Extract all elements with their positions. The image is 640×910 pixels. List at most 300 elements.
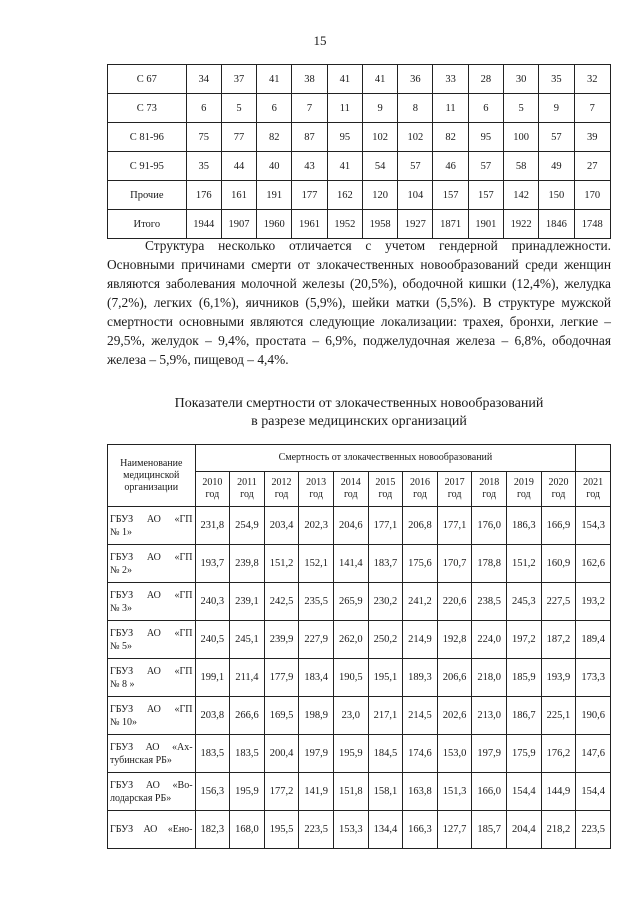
table-cell: 223,5	[576, 811, 611, 849]
page-number: 15	[313, 33, 327, 48]
table-cell: 30	[504, 65, 539, 94]
table-cell: 197,2	[507, 621, 542, 659]
table-cell: 1907	[221, 210, 256, 239]
year-unit: год	[516, 489, 531, 500]
table-cell: 6	[468, 94, 503, 123]
year-header	[472, 472, 507, 507]
organization-part: АО	[146, 665, 161, 677]
table-cell: 57	[468, 152, 503, 181]
table-cell: 190,5	[333, 659, 368, 697]
table-cell: 189,4	[576, 621, 611, 659]
table-cell: 187,2	[541, 621, 576, 659]
table-cell: 1871	[433, 210, 468, 239]
year-unit: год	[343, 489, 358, 500]
organization-line-1	[110, 823, 193, 836]
table-cell: 262,0	[333, 621, 368, 659]
year-value: 2017	[444, 477, 465, 488]
table-cell: 27	[574, 152, 610, 181]
year-value: 2010	[202, 477, 223, 488]
year-value: 2016	[409, 477, 430, 488]
year-unit: год	[551, 489, 566, 500]
table-cell: 203,8	[195, 697, 230, 735]
table-cell: 170,7	[437, 545, 472, 583]
organization-name	[108, 583, 196, 621]
year-unit: год	[205, 489, 220, 500]
table-cell: 8	[398, 94, 433, 123]
year-header	[195, 472, 230, 507]
organization-line-2: № 2»	[110, 564, 133, 576]
organization-part: ГБУЗ	[110, 703, 134, 715]
table-cell: 82	[257, 123, 292, 152]
table-cell: 5	[504, 94, 539, 123]
year-value: 2020	[548, 477, 569, 488]
table-cell: 177,9	[264, 659, 299, 697]
table-cell: 154,3	[576, 507, 611, 545]
table-cell: 166,0	[472, 773, 507, 811]
table-cell: 186,3	[507, 507, 542, 545]
table-cell: 185,7	[472, 811, 507, 849]
organization-part: ГБУЗ	[110, 589, 134, 601]
organization-name	[108, 697, 196, 735]
year-unit: год	[274, 489, 289, 500]
table-cell: 192,8	[437, 621, 472, 659]
table-cell: 87	[292, 123, 327, 152]
organization-line-1	[110, 665, 193, 678]
table-cell: 239,8	[230, 545, 265, 583]
row-label: Итого	[108, 210, 187, 239]
table-cell: 147,6	[576, 735, 611, 773]
organization-line-1	[110, 703, 193, 716]
table-cell: 54	[362, 152, 397, 181]
table-cell: 1846	[539, 210, 574, 239]
year-value: 2019	[513, 477, 534, 488]
header-spacer	[576, 445, 611, 472]
organization-line-2: № 3»	[110, 602, 133, 614]
table-cell: 177,1	[437, 507, 472, 545]
table-cell: 218,0	[472, 659, 507, 697]
organization-name	[108, 659, 196, 697]
table-cell: 9	[539, 94, 574, 123]
table-cell: 158,1	[368, 773, 403, 811]
table-cell: 206,8	[403, 507, 438, 545]
organization-line-1	[110, 513, 193, 526]
table-row	[108, 123, 611, 152]
table-cell: 178,8	[472, 545, 507, 583]
table-cell: 1952	[327, 210, 362, 239]
table-cell: 41	[327, 152, 362, 181]
year-header	[299, 472, 334, 507]
year-unit: год	[586, 489, 600, 500]
year-unit: год	[413, 489, 427, 500]
table-cell: 177,2	[264, 773, 299, 811]
table-cell: 5	[221, 94, 256, 123]
table-cell: 41	[362, 65, 397, 94]
row-label: С 67	[108, 65, 187, 94]
organization-name	[108, 735, 196, 773]
table-cell: 23,0	[333, 697, 368, 735]
table-cell: 193,7	[195, 545, 230, 583]
table-cell: 199,1	[195, 659, 230, 697]
table-cell: 250,2	[368, 621, 403, 659]
table-cell: 153,0	[437, 735, 472, 773]
table-cell: 127,7	[437, 811, 472, 849]
table-cell: 75	[186, 123, 221, 152]
table-cell: 1958	[362, 210, 397, 239]
organization-part: ГБУЗ	[110, 627, 134, 639]
header-organization: Наименование медицинской организации	[108, 445, 196, 507]
table-cell: 120	[362, 181, 397, 210]
table-row	[108, 659, 611, 697]
organization-part: «Во-	[172, 779, 193, 791]
organization-line-2: тубинская РБ»	[110, 754, 172, 766]
organization-name	[108, 507, 196, 545]
table-cell: 166,3	[403, 811, 438, 849]
year-value: 2012	[271, 477, 292, 488]
table-cell: 214,5	[403, 697, 438, 735]
table-cell: 151,2	[507, 545, 542, 583]
organization-line-1	[110, 779, 193, 792]
table-cell: 211,4	[230, 659, 265, 697]
table-cell: 240,3	[195, 583, 230, 621]
table-cell: 227,9	[299, 621, 334, 659]
table-cell: 227,5	[541, 583, 576, 621]
table-cell: 238,5	[472, 583, 507, 621]
table-cell: 46	[433, 152, 468, 181]
table-cell: 157	[433, 181, 468, 210]
year-value: 2014	[340, 477, 361, 488]
table-cell: 102	[398, 123, 433, 152]
table-cell: 7	[574, 94, 610, 123]
table-cell: 174,6	[403, 735, 438, 773]
organization-part: «Ах-	[171, 741, 193, 753]
organization-line-2: № 10»	[110, 716, 138, 728]
table-cell: 193,9	[541, 659, 576, 697]
table-cell: 1748	[574, 210, 610, 239]
organization-part: АО	[143, 824, 158, 835]
table-cell: 265,9	[333, 583, 368, 621]
row-label: С 73	[108, 94, 187, 123]
year-header	[437, 472, 472, 507]
table-row	[108, 152, 611, 181]
table-cell: 204,4	[507, 811, 542, 849]
table-cell: 6	[257, 94, 292, 123]
year-unit: год	[447, 489, 462, 500]
table-cell: 144,9	[541, 773, 576, 811]
table-cell: 57	[539, 123, 574, 152]
table-cell: 235,5	[299, 583, 334, 621]
organization-part: АО	[146, 703, 161, 715]
organization-line-2: лодарская РБ»	[110, 792, 172, 804]
table-cell: 176,2	[541, 735, 576, 773]
table-cell: 6	[186, 94, 221, 123]
year-unit: год	[240, 489, 254, 500]
table-cell: 185,9	[507, 659, 542, 697]
table-cell: 1922	[504, 210, 539, 239]
table-cell: 35	[186, 152, 221, 181]
year-header	[368, 472, 403, 507]
table-cell: 39	[574, 123, 610, 152]
table-cell: 254,9	[230, 507, 265, 545]
organization-part: АО	[145, 779, 160, 791]
year-header	[333, 472, 368, 507]
header-mortality-group: Смертность от злокачественных новообразований	[195, 445, 576, 472]
organization-part: АО	[146, 513, 161, 525]
table-cell: 7	[292, 94, 327, 123]
table-cell: 175,6	[403, 545, 438, 583]
organization-part: «ГП	[174, 627, 193, 639]
year-header	[230, 472, 265, 507]
gender-structure-paragraph: Структура несколько отличается с учетом гендерной принадлежности. Основными причинами смерти от злокачественных новообразований среди женщин являются заболевания молочной железы (20,5%), ободочной кишки (12,4%), желудка (7,2%), легких (6,1%), яичников (5,9%), шейки матки (5,5%). В структуре мужской смертности основными являются следующие локализации: трахея, бронхи, легкие – 29,5%, желудок – 9,4%, простата – 6,9%, поджелудочная железа – 6,8%, ободочная железа – 5,9%, пищевод – 4,4%.	[107, 238, 611, 367]
table-cell: 242,5	[264, 583, 299, 621]
table-cell: 82	[433, 123, 468, 152]
table-cell: 206,6	[437, 659, 472, 697]
year-unit: год	[309, 489, 323, 500]
table-cell: 183,4	[299, 659, 334, 697]
year-header	[541, 472, 576, 507]
table-cell: 11	[327, 94, 362, 123]
table-cell: 152,1	[299, 545, 334, 583]
table-cell: 161	[221, 181, 256, 210]
table-cell: 266,6	[230, 697, 265, 735]
table-cell: 153,3	[333, 811, 368, 849]
organization-part: АО	[146, 551, 161, 563]
table-cell: 195,9	[333, 735, 368, 773]
table-cell: 223,5	[299, 811, 334, 849]
year-value: 2015	[375, 477, 396, 488]
table-cell: 33	[433, 65, 468, 94]
row-label: С 81-96	[108, 123, 187, 152]
table-cell: 202,6	[437, 697, 472, 735]
table-row	[108, 621, 611, 659]
table-cell: 154,4	[576, 773, 611, 811]
table-cell: 173,3	[576, 659, 611, 697]
organization-part: ГБУЗ	[110, 665, 134, 677]
organization-part: «ГП	[174, 703, 193, 715]
table-cell: 183,7	[368, 545, 403, 583]
table-cell: 214,9	[403, 621, 438, 659]
table-cell: 176	[186, 181, 221, 210]
table-cell: 175,9	[507, 735, 542, 773]
year-value: 2021	[583, 477, 604, 488]
table-cell: 166,9	[541, 507, 576, 545]
table-cell: 41	[327, 65, 362, 94]
table-cell: 151,8	[333, 773, 368, 811]
table-cell: 150	[539, 181, 574, 210]
table-cell: 198,9	[299, 697, 334, 735]
table-cell: 1960	[257, 210, 292, 239]
table-row	[108, 735, 611, 773]
table-cell: 220,6	[437, 583, 472, 621]
table-cell: 162,6	[576, 545, 611, 583]
caption-line-1: Показатели смертности от злокачественных новообразований	[174, 396, 544, 411]
table-cell: 100	[504, 123, 539, 152]
table-cell: 195,1	[368, 659, 403, 697]
table-cell: 162	[327, 181, 362, 210]
year-header	[403, 472, 438, 507]
table-cell: 183,5	[195, 735, 230, 773]
table-row	[108, 583, 611, 621]
table-cell: 141,9	[299, 773, 334, 811]
table-cell: 151,2	[264, 545, 299, 583]
table-cell: 32	[574, 65, 610, 94]
table-cell: 191	[257, 181, 292, 210]
table-cell: 184,5	[368, 735, 403, 773]
table-cell: 102	[362, 123, 397, 152]
table-row	[108, 65, 611, 94]
table-cell: 240,5	[195, 621, 230, 659]
organization-part: АО	[146, 627, 161, 639]
table-cell: 36	[398, 65, 433, 94]
table-cell: 195,5	[264, 811, 299, 849]
table-cell: 95	[327, 123, 362, 152]
table-cell: 204,6	[333, 507, 368, 545]
table-cell: 177	[292, 181, 327, 210]
table-cell: 225,1	[541, 697, 576, 735]
year-unit: год	[482, 489, 497, 500]
year-header	[507, 472, 542, 507]
table-cell: 141,4	[333, 545, 368, 583]
table-cell: 77	[221, 123, 256, 152]
table-cell: 182,3	[195, 811, 230, 849]
organization-name	[108, 811, 196, 849]
table-cell: 142	[504, 181, 539, 210]
table-cell: 190,6	[576, 697, 611, 735]
organization-part: ГБУЗ	[110, 513, 134, 525]
table-caption	[107, 395, 611, 431]
table-cell: 169,5	[264, 697, 299, 735]
organization-part: «ГП	[174, 665, 193, 677]
table-cell: 170	[574, 181, 610, 210]
table-cell: 44	[221, 152, 256, 181]
table-cell: 41	[257, 65, 292, 94]
table-cell: 35	[539, 65, 574, 94]
table-cell: 154,4	[507, 773, 542, 811]
table-cell: 58	[504, 152, 539, 181]
table-cell: 163,8	[403, 773, 438, 811]
table-cell: 189,3	[403, 659, 438, 697]
organization-name	[108, 621, 196, 659]
organization-part: ГБУЗ	[110, 741, 134, 753]
table-cell: 217,1	[368, 697, 403, 735]
table-cell: 134,4	[368, 811, 403, 849]
table-cell: 1961	[292, 210, 327, 239]
table-cell: 245,3	[507, 583, 542, 621]
table-mortality-by-organization	[107, 444, 611, 849]
table-cell: 213,0	[472, 697, 507, 735]
table-row	[108, 181, 611, 210]
table-cell: 241,2	[403, 583, 438, 621]
year-header	[264, 472, 299, 507]
year-unit: год	[378, 489, 393, 500]
organization-line-1	[110, 627, 193, 640]
table-row	[108, 811, 611, 849]
table-cell: 203,4	[264, 507, 299, 545]
table-cell: 156,3	[195, 773, 230, 811]
table-row	[108, 94, 611, 123]
table-cell: 183,5	[230, 735, 265, 773]
year-value: 2013	[306, 477, 327, 488]
table-row	[108, 697, 611, 735]
organization-part: «Ено-	[167, 824, 193, 835]
table-cell: 230,2	[368, 583, 403, 621]
organization-line-1	[110, 741, 193, 754]
table-cell: 239,1	[230, 583, 265, 621]
table-cell: 11	[433, 94, 468, 123]
organization-line-2: № 1»	[110, 526, 133, 538]
table-cell: 218,2	[541, 811, 576, 849]
year-header	[576, 472, 611, 507]
organization-line-1	[110, 551, 193, 564]
caption-line-2: в разрезе медицинских организаций	[251, 414, 467, 429]
table-cell: 151,3	[437, 773, 472, 811]
organization-part: «ГП	[174, 551, 193, 563]
table-cell: 195,9	[230, 773, 265, 811]
organization-line-2: № 8 »	[110, 678, 135, 690]
table-cell: 40	[257, 152, 292, 181]
organization-part: АО	[145, 741, 160, 753]
organization-line-1	[110, 589, 193, 602]
table-cell: 1944	[186, 210, 221, 239]
table-cell: 37	[221, 65, 256, 94]
table-cell: 176,0	[472, 507, 507, 545]
table-cell: 197,9	[299, 735, 334, 773]
table-cell: 202,3	[299, 507, 334, 545]
table-mortality-by-site	[107, 64, 611, 239]
table-cell: 43	[292, 152, 327, 181]
table-cell: 28	[468, 65, 503, 94]
organization-part: ГБУЗ	[110, 824, 134, 835]
table-row	[108, 545, 611, 583]
table-cell: 1901	[468, 210, 503, 239]
table-cell: 186,7	[507, 697, 542, 735]
table-cell: 160,9	[541, 545, 576, 583]
year-value: 2018	[479, 477, 500, 488]
table-cell: 245,1	[230, 621, 265, 659]
table-cell: 177,1	[368, 507, 403, 545]
row-label: С 91-95	[108, 152, 187, 181]
table-cell: 49	[539, 152, 574, 181]
row-label: Прочие	[108, 181, 187, 210]
table-cell: 224,0	[472, 621, 507, 659]
table-cell: 239,9	[264, 621, 299, 659]
table-cell: 200,4	[264, 735, 299, 773]
table-cell: 157	[468, 181, 503, 210]
organization-part: «ГП	[174, 589, 193, 601]
table-cell: 104	[398, 181, 433, 210]
table-row	[108, 773, 611, 811]
organization-line-2: № 5»	[110, 640, 133, 652]
table-cell: 9	[362, 94, 397, 123]
table-cell: 197,9	[472, 735, 507, 773]
organization-part: «ГП	[174, 513, 193, 525]
organization-part: ГБУЗ	[110, 779, 134, 791]
table-cell: 168,0	[230, 811, 265, 849]
organization-name	[108, 545, 196, 583]
year-value: 2011	[237, 477, 257, 488]
table-cell: 38	[292, 65, 327, 94]
table-cell: 231,8	[195, 507, 230, 545]
table-cell: 95	[468, 123, 503, 152]
table-cell: 57	[398, 152, 433, 181]
table-cell: 1927	[398, 210, 433, 239]
table-cell: 193,2	[576, 583, 611, 621]
table-row	[108, 210, 611, 239]
organization-name	[108, 773, 196, 811]
organization-part: АО	[146, 589, 161, 601]
table-row	[108, 507, 611, 545]
organization-part: ГБУЗ	[110, 551, 134, 563]
table-cell: 34	[186, 65, 221, 94]
